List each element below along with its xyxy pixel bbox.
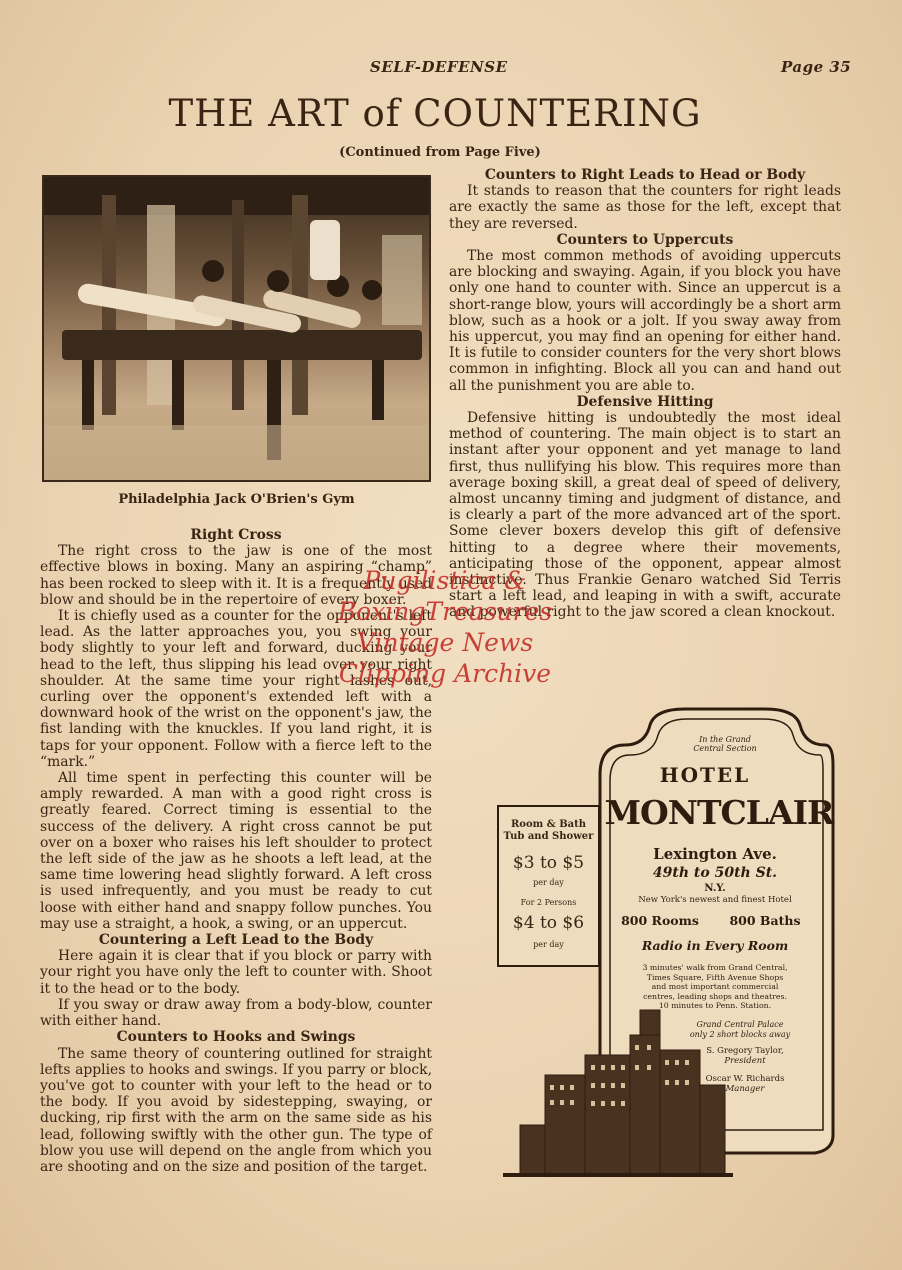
ad-palace-note: Grand Central Palace only 2 short blocks away [689, 1020, 791, 1039]
ad-rooms: 800 Rooms [621, 913, 699, 928]
heading-right-cross: Right Cross [190, 527, 282, 543]
ad-manager: Oscar W. Richards Manager [705, 1074, 785, 1094]
heading-defensive-hitting: Defensive Hitting [576, 393, 714, 410]
ad-cross-streets: 49th to 50th St. [652, 865, 778, 881]
ad-street: Lexington Ave. [653, 845, 777, 863]
ad-radio: Radio in Every Room [641, 938, 789, 953]
ad-hotel-word: HOTEL [659, 763, 751, 787]
running-header-section: SELF-DEFENSE [370, 58, 508, 76]
article-title: THE ART of COUNTERING [168, 92, 702, 135]
ad-city: N.Y. [704, 883, 726, 894]
paragraph: Defensive hitting is undoubtedly the most ideal method of countering. The main object is to start an instant after your opponent and yet manage to land first, thus nullifying his blow. This requires more than average boxing skill, a great deal of speed of delivery, almost uncanny timing and judgment of distance, and is clearly a part of the more advanced art of the sport. Some clever boxers develop this gift of defensive hitting to a degree where their movements, anticipating those of the opponent, appear almost instinctive. Thus Frankie Genaro watched Sid Terris start a left lead, and leaping in with a swift, accurate and powerful right to the jaw scored a clean knockout. [449, 410, 841, 621]
ad-hotel-name: MONTCLAIR [604, 793, 834, 832]
paragraph: The right cross to the jaw is one of the most effective blows in boxing. Many an aspiring “champ” has been rocked to sleep with it. It is a frequently used blow and should be in the repertoire of every boxer. [40, 543, 432, 608]
paragraph: The most common methods of avoiding uppercuts are blocking and swaying. Again, if you block you have only one hand to counter with. Since an uppercut is a short-range blow, yours will accordingly be a short arm blow, such as a hook or a jolt. If you sway away from his uppercut, you may find an opening for either hand. It is futile to consider counters for the very short blows common in infighting. Block all you can and hand out all the punishment you are able to. [449, 248, 841, 394]
photo-caption: Philadelphia Jack O'Brien's Gym [118, 492, 355, 507]
paragraph: It stands to reason that the counters for right leads are exactly the same as those for the left, except that they are reversed. [449, 183, 841, 232]
heading-uppercuts: Counters to Uppercuts [556, 231, 734, 248]
watermark-line: Pugilistica & [363, 566, 527, 595]
article-subtitle: (Continued from Page Five) [339, 145, 541, 160]
heading-right-leads: Counters to Right Leads to Head or Body [484, 167, 806, 183]
heading-countering-left-lead-body: Countering a Left Lead to the Body [98, 932, 374, 949]
archive-watermark [330, 565, 560, 689]
paragraph: Here again it is clear that if you block or parry with your right you have only the left to counter with. Shoot it to the head or to the body. [40, 948, 432, 997]
price-double: $4 to $6 [512, 913, 585, 933]
paragraph: If you sway or draw away from a body-blow, counter with either hand. [40, 996, 432, 1030]
ad-baths: 800 Baths [729, 913, 801, 928]
paragraph: It is chiefly used as a counter for the opponent's left lead. As the latter approaches you, you swing your body slightly to your left and forward, ducking your head to the left, thus slipping his lead over your right shoulder. At the same time your right lashes out, curling over the opponent's extended left with a downward hook of the wrist on the opponent's jaw, the fist landing with the knuckles. If you land right, it is taps for your opponent. Follow with a fierce left to the “mark.” [40, 608, 432, 770]
ad-location-note: In the Grand Central Section [693, 735, 757, 753]
ad-price-box: Room & Bath Tub and Shower $3 to $5 per day For 2 Persons $4 to $6 per day [497, 805, 600, 967]
price-single: $3 to $5 [512, 853, 585, 873]
ad-tagline: New York's newest and finest Hotel [638, 895, 792, 905]
heading-hooks-and-swings: Counters to Hooks and Swings [116, 1029, 356, 1046]
paragraph: The same theory of countering outlined for straight lefts applies to hooks and swings. If you parry or block, you've got to counter with your left to the head or to the body. If you avoid by sidestepping, swaying, or ducking, rip first with the arm on the same side as his lead, following swiftly with the other gun. The type of blow you use will depend on the angle from which you are shooting and on the size and position of the target. [40, 1045, 432, 1175]
watermark-line: Clipping Archive [338, 659, 552, 688]
ad-president: S. Gregory Taylor, President [706, 1046, 784, 1066]
page-number: Page 35 [781, 58, 852, 76]
watermark-line: Vintage News [356, 628, 534, 657]
paragraph: All time spent in perfecting this counter will be amply rewarded. A man with a good right cross is greatly feared. Correct timing is essential to the success of the delivery. A right cross cannot be put over on a boxer who raises his left shoulder to protect the left side of the jaw as he shoots a left lead, at the same time lowering head slightly forward. A left cross is used infrequently, and you must be ready to cut loose with either hand and snappy follow punches. You may use a straight, a hook, a swing, or an uppercut. [40, 770, 432, 932]
gym-photo [42, 175, 431, 482]
right-column [449, 167, 841, 621]
hotel-montclair-ad [495, 705, 840, 1185]
ad-walk-info: 3 minutes' walk from Grand Central, Times Square, Fifth Avenue Shops and most important commercial centres, leading shops and theatres. 10 minutes to Penn. Station. [642, 963, 788, 1010]
watermark-line: BoxingTreasures [337, 597, 553, 626]
